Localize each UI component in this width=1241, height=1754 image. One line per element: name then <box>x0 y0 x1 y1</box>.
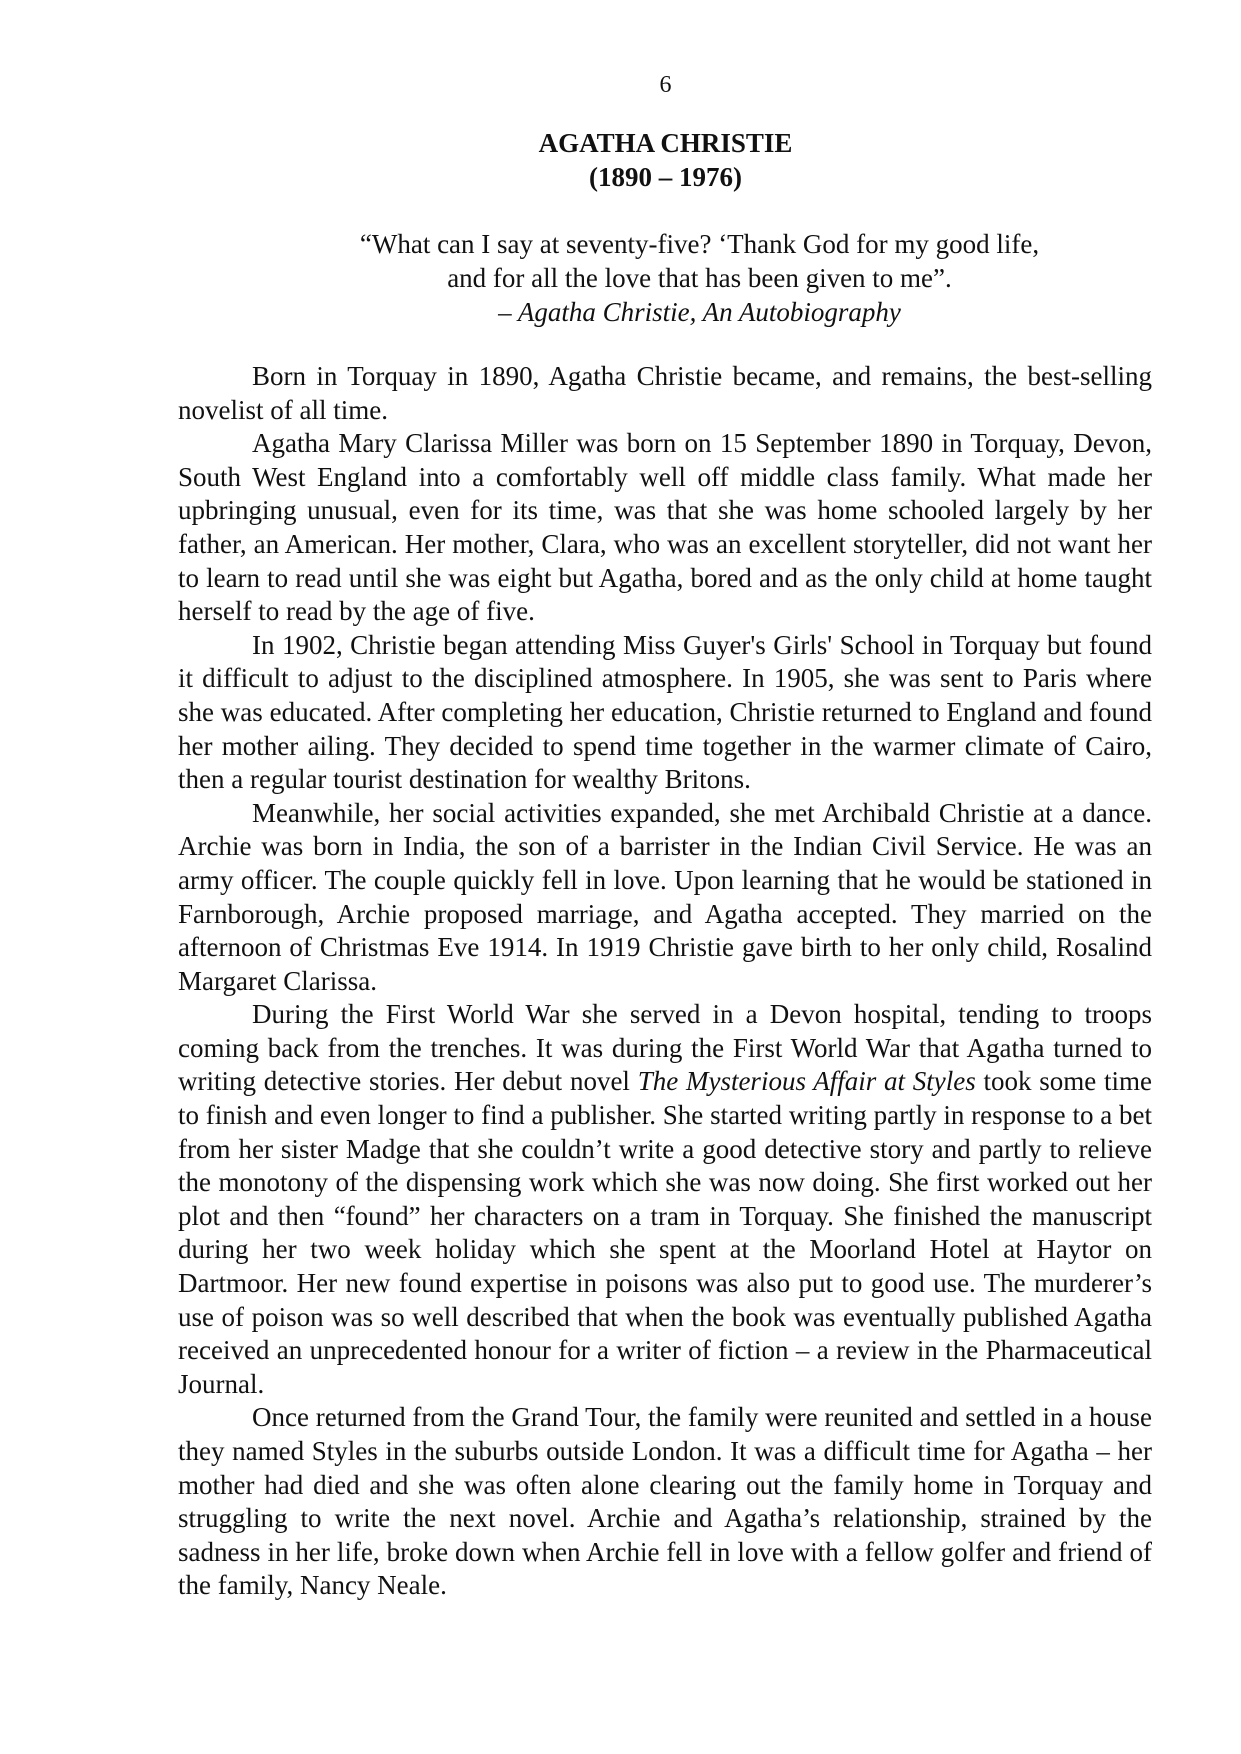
paragraph-4: Meanwhile, her social activities expanded, she met Archibald Christie at a dance. Archie was born in India, the son of a barrister in the Indian Civil Service. He was an army officer. The couple quickly fell in love. Upon learning that he would be stationed in Farnborough, Archie proposed marriage, and Agatha accepted. They married on the afternoon of Christmas Eve 1914. In 1919 Christie gave birth to her only child, Rosalind Margaret Clarissa. <box>178 797 1152 996</box>
paragraph-5-text-end: took some time to finish and even longer to find a publisher. She started writing partly in response to a bet from her sister Madge that she couldn’t write a good detective story and partly to relieve the monotony of the dispensing work which she was now doing. She first worked out her plot and then “found” her characters on a tram in Torquay. She finished the manuscript during her two week holiday which she spent at the Moorland Hotel at Haytor on Dartmoor. Her new found expertise in poisons was also put to good use. The murderer’s use of poison was so well described that when the book was eventually published Agatha received an unprecedented honour for a writer of fiction – a review in the Pharmaceutical Journal. <box>178 1066 1153 1399</box>
epigraph <box>0 227 1241 329</box>
life-dates: (1890 – 1976) <box>589 162 742 192</box>
heading-block <box>0 126 1241 194</box>
paragraph-1: Born in Torquay in 1890, Agatha Christie became, and remains, the best-selling novelist of all time. <box>178 361 1152 425</box>
novel-title: The Mysterious Affair at Styles <box>637 1066 976 1097</box>
epigraph-line-2: and for all the love that has been given to me”. <box>447 263 952 293</box>
page-number: 6 <box>659 72 672 98</box>
paragraph-5-text-start: During the First World War she served in a Devon hospital, tending to troops coming back from the trenches. It was during the First World War that Agatha turned to writing detective stories. Her debut novel <box>178 999 1152 1097</box>
epigraph-source: – Agatha Christie, An Autobiography <box>498 297 901 327</box>
paragraph-3: In 1902, Christie began attending Miss Guyer's Girls' School in Torquay but found it difficult to adjust to the disciplined atmosphere. In 1905, she was sent to Paris where she was educated. After completing her education, Christie returned to England and found her mother ailing. They decided to spend time together in the warmer climate of Cairo, then a regular tourist destination for wealthy Britons. <box>178 629 1152 795</box>
body-text <box>178 360 1152 1603</box>
epigraph-line-1: “What can I say at seventy-five? ‘Thank God for my good life, <box>359 229 1040 259</box>
paragraph-2: Agatha Mary Clarissa Miller was born on 15 September 1890 in Torquay, Devon, South West England into a comfortably well off middle class family. What made her upbringing unusual, even for its time, was that she was home schooled largely by her father, an American. Her mother, Clara, who was an excellent storyteller, did not want her to learn to read until she was eight but Agatha, bored and as the only child at home taught herself to read by the age of five. <box>178 428 1152 627</box>
paragraph-6: Once returned from the Grand Tour, the family were reunited and settled in a house they named Styles in the suburbs outside London. It was a difficult time for Agatha – her mother had died and she was often alone clearing out the family home in Torquay and struggling to write the next novel. Archie and Agatha’s relationship, strained by the sadness in her life, broke down when Archie fell in love with a fellow golfer and friend of the family, Nancy Neale. <box>178 1402 1152 1601</box>
page-title: AGATHA CHRISTIE <box>538 128 793 158</box>
paragraph-5 <box>178 998 1152 1401</box>
